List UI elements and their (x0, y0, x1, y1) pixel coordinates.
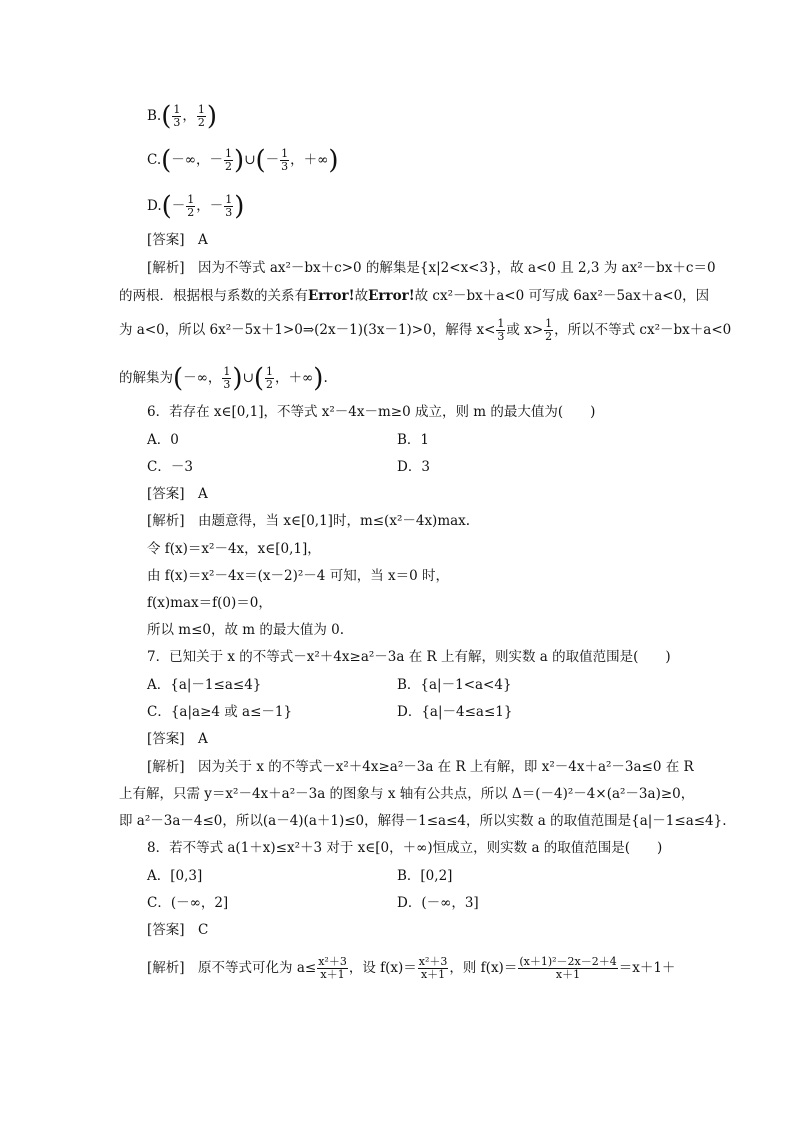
q7-option-d: D．{a|－4≤a≤1} (397, 704, 513, 720)
q7-option-c: C．{a|a≥4 或 a≤－1} (147, 704, 293, 720)
q6-analysis-line5: 所以 m≤0，故 m 的最大值为 0. (147, 622, 345, 638)
q8-analysis-line1: [解析] 原不等式可化为 a≤ $\frac{\text{x²＋3}}{x+1}$ ，设 f(x)＝ $\frac{\text{x²＋3}}{x+1}$ ，则 f(x)＝ $\frac{\text{(x＋1)²－2x－2＋4}}{x+1}$ ＝x＋1＋ (147, 955, 676, 981)
q6-option-a: A．0 (147, 432, 179, 448)
q7-analysis-line1: [解析] 因为关于 x 的不等式－x²＋4x≥a²－3a 在 R 上有解，即 x²－4x＋a²－3a≤0 在 R (147, 759, 694, 775)
q6-analysis-line3: 由 f(x)＝x²－4x＝(x－2)²－4 可知，当 x＝0 时， (147, 568, 449, 584)
q5-analysis-line4: 的解集为(－∞， $\frac{1}{3}$ )∪( $\frac{1}{2}$ ，＋∞). (119, 363, 328, 394)
q7-option-a: A．{a|－1≤a≤4} (147, 677, 262, 693)
q5-analysis-line3: 为 a<0，所以 6x²－5x＋1>0⇒(2x－1)(3x－1)>0，解得 x< $\frac{1}{3}$ 或 x> $\frac{1}{2}$ ，所以不等式 cx²－bx＋a<0 (119, 317, 732, 343)
q6-option-d: D．3 (397, 459, 430, 475)
q6-stem: 6．若存在 x∈[0,1]，不等式 x²－4x－m≥0 成立，则 m 的最大值为( ) (147, 404, 596, 420)
q8-option-d: D．(－∞，3] (397, 895, 479, 911)
q7-option-b: B．{a|－1<a<4} (397, 677, 512, 693)
q6-answer: [答案] A (147, 486, 208, 502)
q6-analysis-line1: [解析] 由题意得，当 x∈[0,1]时，m≤(x²－4x)max. (147, 513, 471, 529)
q5-analysis-line2: 的两根．根据根与系数的关系有Error!故Error!故 cx²－bx＋a<0 可写成 6ax²－5ax＋a<0，因 (119, 288, 710, 304)
q7-analysis-line2: 上有解，只需 y＝x²－4x＋a²－3a 的图象与 x 轴有公共点，所以 Δ＝(－4)²－4×(a²－3a)≥0， (119, 786, 695, 802)
q6-option-b: B．1 (397, 432, 430, 448)
option-d: D.(－ $\frac{1}{2}$ ，－ $\frac{1}{3}$ ) (147, 191, 245, 222)
q7-answer: [答案] A (147, 731, 208, 747)
q8-option-a: A．[0,3] (147, 868, 203, 884)
q7-analysis-line3: 即 a²－3a－4≤0，所以(a－4)(a＋1)≤0，解得－1≤a≤4，所以实数 a 的取值范围是{a|－1≤a≤4}. (119, 813, 727, 829)
q5-analysis-line1: [解析] 因为不等式 ax²－bx＋c>0 的解集是{x|2<x<3}，故 a<0 且 2,3 为 ax²－bx＋c＝0 (147, 260, 716, 276)
q8-option-c: C．(－∞，2] (147, 895, 229, 911)
option-c: C.(－∞，－ $\frac{1}{2}$ )∪(－ $\frac{1}{3}$ ，＋∞) (147, 145, 339, 176)
q6-analysis-line2: 令 f(x)＝x²－4x，x∈[0,1]， (147, 541, 321, 557)
q8-option-b: B．[0,2] (397, 868, 453, 884)
q6-analysis-line4: f(x)max＝f(0)＝0， (147, 595, 272, 611)
q8-answer: [答案] C (147, 922, 209, 938)
q6-option-c: C．－3 (147, 459, 193, 475)
q7-stem: 7．已知关于 x 的不等式－x²＋4x≥a²－3a 在 R 上有解，则实数 a 的取值范围是( ) (147, 649, 671, 665)
option-b: B.( $\frac{1}{3}$ ， $\frac{1}{2}$ ) (147, 101, 218, 132)
q8-stem: 8．若不等式 a(1＋x)≤x²＋3 对于 x∈[0，＋∞)恒成立，则实数 a 的取值范围是( ) (147, 840, 663, 856)
q5-answer: [答案] A (147, 232, 208, 248)
